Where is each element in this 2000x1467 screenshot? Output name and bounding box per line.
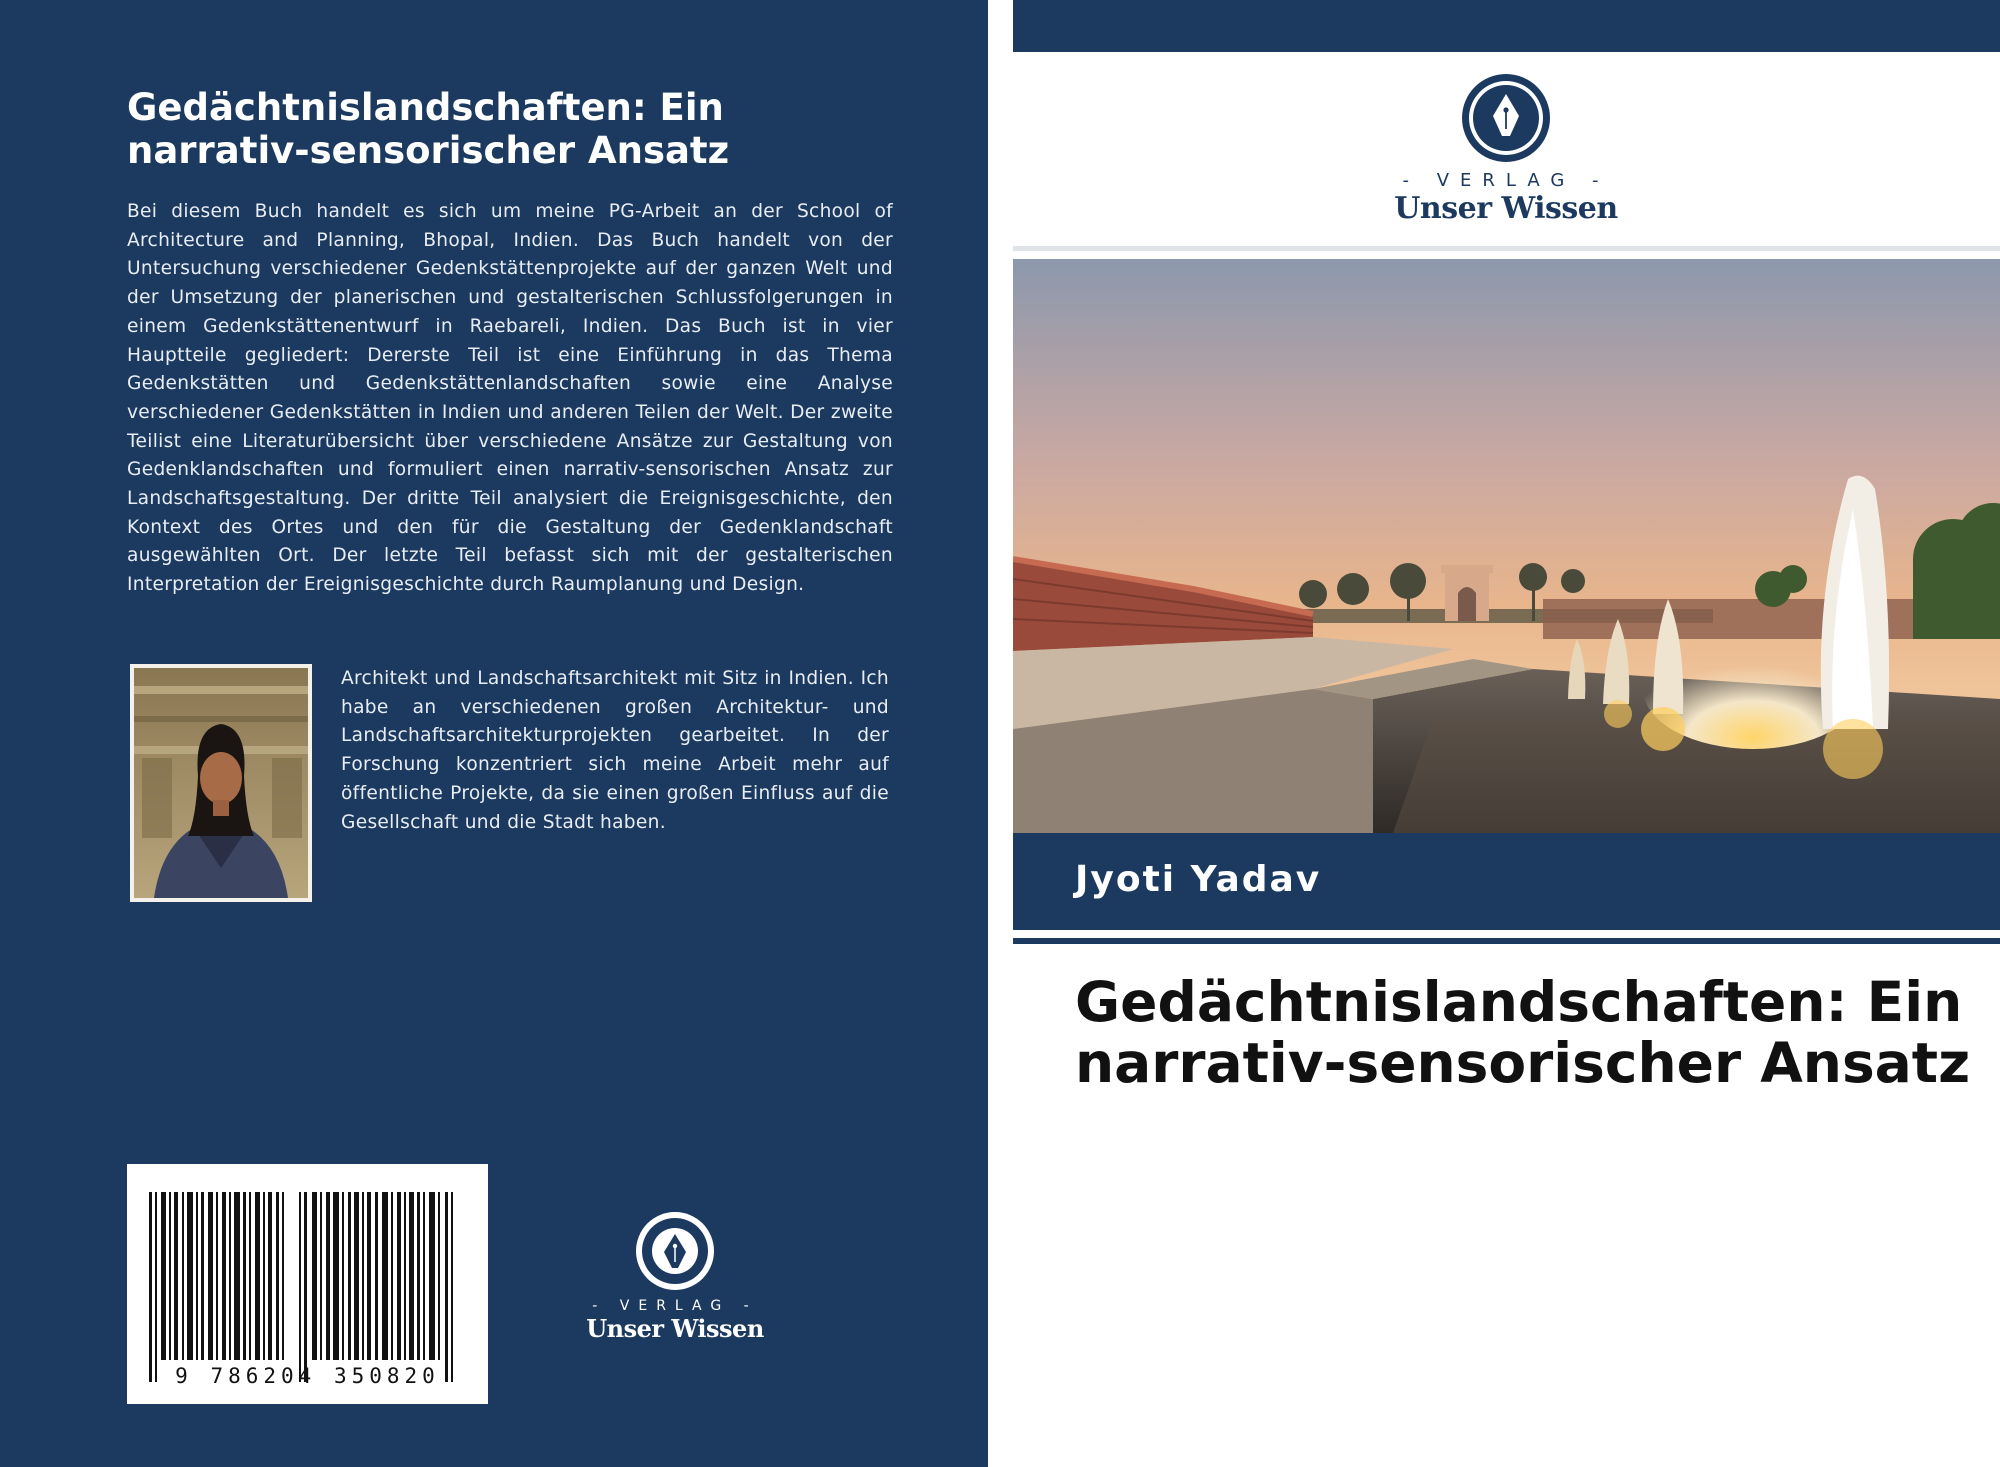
memorial-fountain-photo: [1013, 259, 2000, 833]
front-publisher-name: Unser Wissen: [1394, 191, 1618, 226]
back-cover: [0, 0, 988, 1467]
author-bio: Architekt und Landschaftsarchitekt mit Sitz in Indien. Ich habe an verschiedenen großen Architektur- und Landschaftsarchitekturprojekten gearbeitet. In der Forschung konzentriert sich meine Arbeit mehr auf öffentliche Projekte, da sie einen großen Einfluss auf die Gesellschaft und die Stadt haben.: [341, 668, 889, 833]
author-band: [1013, 833, 2000, 930]
author-portrait-image: [134, 668, 308, 898]
divider: [1013, 246, 2000, 251]
isbn-barcode: [127, 1164, 488, 1404]
front-publisher-logo: [1366, 72, 1646, 226]
fountain-pen-logo-icon: [634, 1210, 716, 1292]
book-blurb: Bei diesem Buch handelt es sich um meine PG-Arbeit an der School of Architecture and Planning, Bhopal, Indien. Das Buch handelt von der Untersuchung verschiedener Gedenkstättenprojekte auf der ganzen Welt und der Umsetzung der planerischen und gestalterischen Schlussfolgerungen in einem Gedenkstättenentwurf in Raebareli, Indien. Das Buch ist in vier Hauptteile gegliedert: Dererste Teil ist eine Einführung in das Thema Gedenkstätten und Gedenkstättenlandschaften sowie eine Analyse verschiedener Gedenkstätten in Indien und anderen Teilen der Welt. Der zweite Teilist eine Literaturübersicht über verschiedene Ansätze zur Gestaltung von Gedenklandschaften und formuliert einen narrativ-sensorischen Ansatz zur Landschaftsgestaltung. Der dritte Teil analysiert die Ereignisgeschichte, den Kontext des Ortes und den für die Gestaltung der Gedenklandschaft ausgewählten Ort. Der letzte Teil befasst sich mit der gestalterischen Interpretation der Ereignisgeschichte durch Raumplanung und Design.: [127, 201, 893, 596]
author-photo: [130, 664, 312, 902]
front-cover-title: Gedächtnislandschaften: Ein narrativ-sensorischer Ansatz: [1075, 970, 1971, 1095]
back-publisher-logo: [580, 1210, 770, 1343]
front-top-bar: [1013, 0, 2000, 52]
front-verlag-label: - VERLAG -: [1402, 170, 1610, 191]
back-publisher-name: Unser Wissen: [586, 1314, 764, 1343]
divider: [1013, 938, 2000, 944]
author-name: Jyoti Yadav: [1075, 859, 1322, 900]
isbn-number: 9 786204 350820: [175, 1364, 440, 1388]
fountain-pen-logo-icon: [1460, 72, 1552, 164]
back-verlag-label: - VERLAG -: [592, 1298, 758, 1314]
front-cover: [1013, 0, 2000, 1467]
cover-photo: [1013, 259, 2000, 833]
back-cover-title: Gedächtnislandschaften: Ein narrativ-sensorischer Ansatz: [127, 86, 730, 172]
